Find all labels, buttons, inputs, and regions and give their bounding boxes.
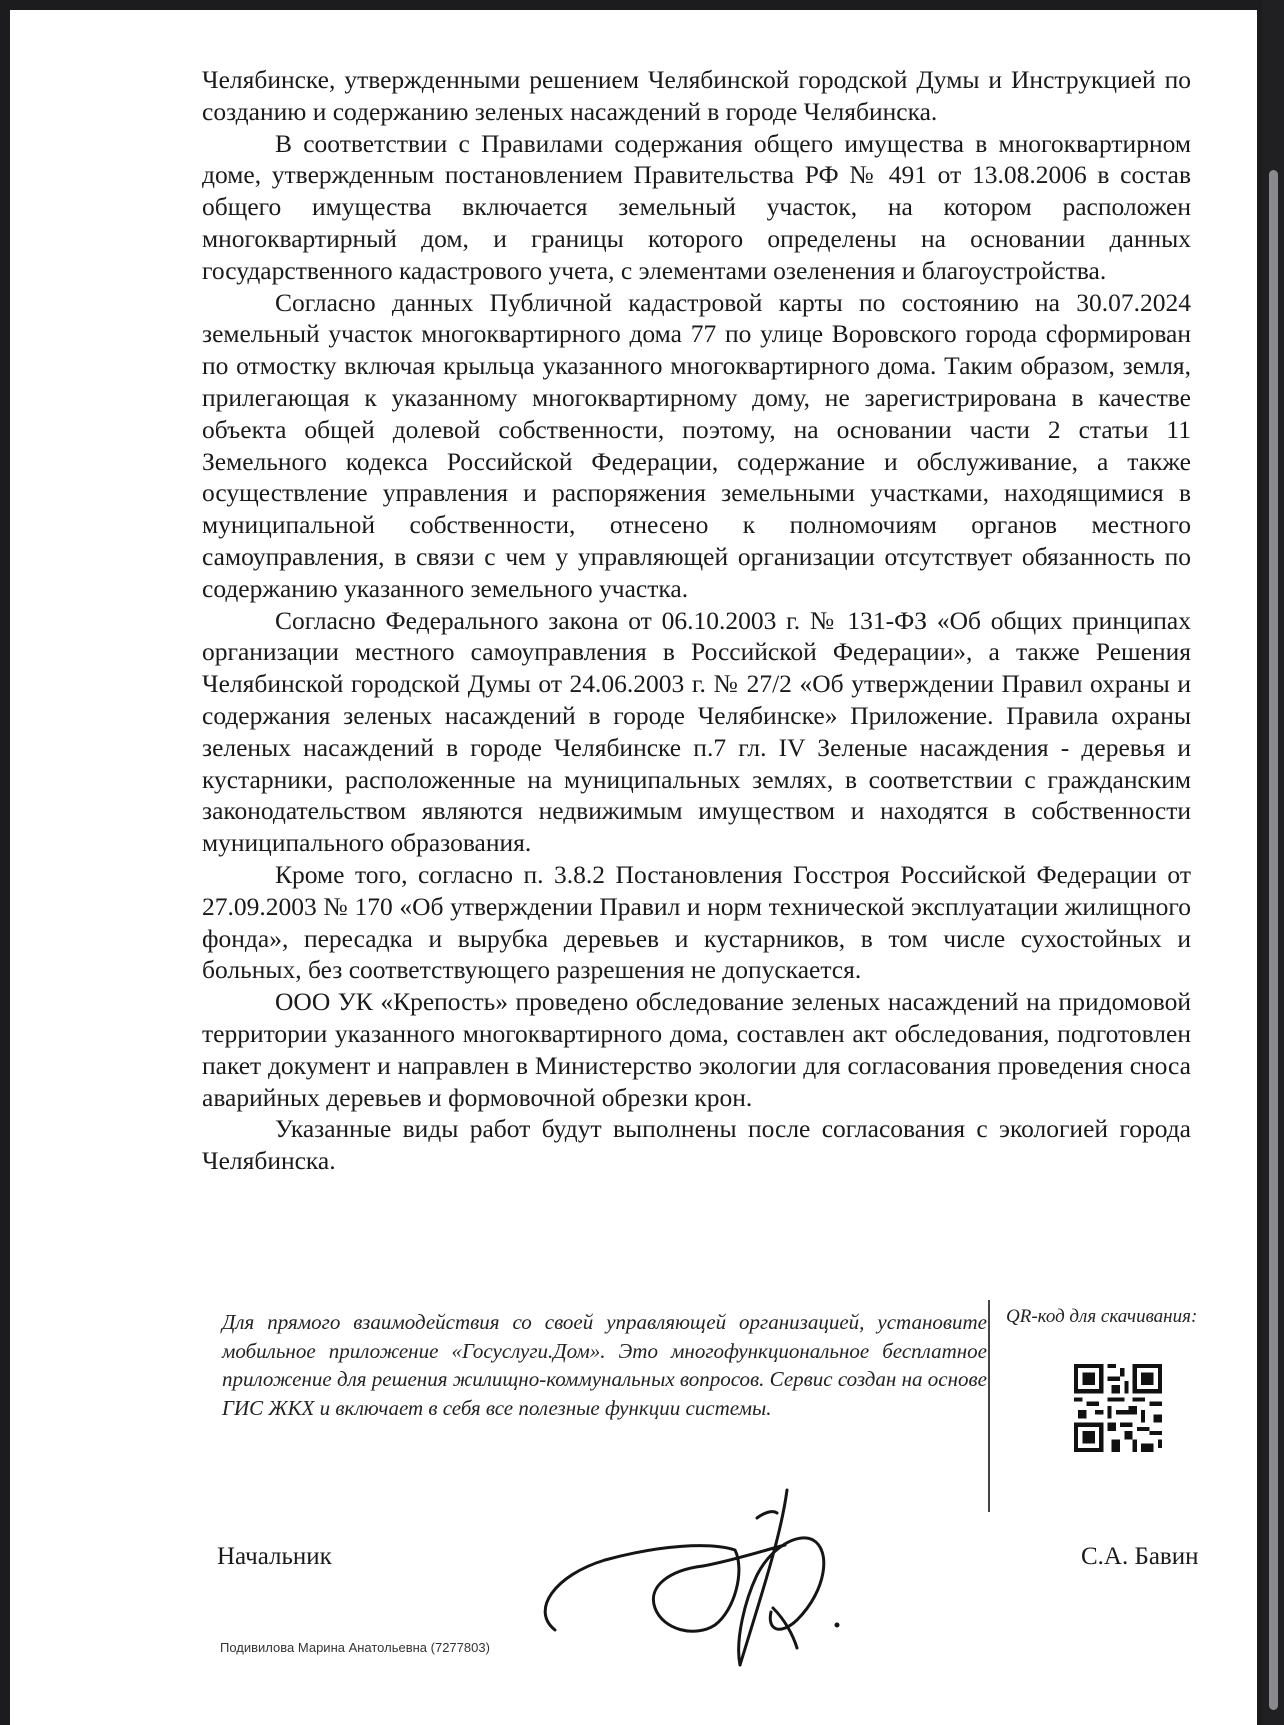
- executor-info: Подивилова Марина Анатольевна (7277803): [220, 1640, 490, 1655]
- position-title: Начальник: [217, 1543, 332, 1570]
- signer-name: С.А. Бавин: [1081, 1543, 1199, 1570]
- paragraph-continuation: Челябинске, утвержденными решением Челябинской городской Думы и Инструкцией по созданию и содержанию зеленых насаждений в городе Челябинска.: [202, 65, 1191, 126]
- document-page: [10, 10, 1257, 1725]
- scrollbar-thumb[interactable]: [1269, 170, 1278, 1710]
- handwritten-signature: [535, 1480, 935, 1670]
- paragraph-survey: ООО УК «Крепость» проведено обследование зеленых насаждений на придомовой территории указанного многоквартирного дома, составлен акт обследования, подготовлен пакет документ и направлен в Министерство экологии для согласования проведения сноса аварийных деревьев и формовочной обрезки крон.: [202, 987, 1191, 1112]
- paragraph-cadastral-map: Согласно данных Публичной кадастровой карты по состоянию на 30.07.2024 земельный участок многоквартирного дома 77 по улице Воровского города сформирован по отмостку включая крыльца указанного многоквартирного дома. Таким образом, земля, прилегающая к указанному многоквартирному дому, не зарегистрирована в качестве объекта общей долевой собственности, поэтому, на основании части 2 статьи 11 Земельного кодекса Российской Федерации, содержание и обслуживание, а также осуществление управления и распоряжения земельными участками, находящимися в муниципальной собственности, отнесено к полномочиям органов местного самоуправления, в связи с чем у управляющей организации отсутствует обязанность по содержанию указанного земельного участка.: [202, 287, 1191, 603]
- qr-label: QR-код для скачивания:: [1006, 1306, 1198, 1327]
- gosuslugi-info-text: Для прямого взаимодействия со своей управляющей организацией, установите мобильное приложение «Госуслуги.Дом». Это многофункциональное бесплатное приложение для решения жилищно-коммунальных вопросов. Сервис создан на основе ГИС ЖКХ и включает в себя все полезные функции системы.: [222, 1310, 987, 1420]
- paragraph-common-property: В соответствии с Правилами содержания общего имущества в многоквартирном доме, утвержденным постановлением Правительства РФ № 491 от 13.08.2006 в состав общего имущества включается земельный участок, на котором расположен многоквартирный дом, и границы которого определены на основании данных государственного кадастрового учета, с элементами озеленения и благоустройства.: [202, 128, 1191, 285]
- letter-body: [202, 64, 1191, 1177]
- qr-code: [1074, 1364, 1162, 1452]
- paragraph-federal-law: Согласно Федерального закона от 06.10.2003 г. № 131-ФЗ «Об общих принципах организации местного самоуправления в Российской Федерации», а также Решения Челябинской городской Думы от 24.06.2003 г. № 27/2 «Об утверждении Правил охраны и содержания зеленых насаждений в городе Челябинске» Приложение. Правила охраны зеленых насаждений в городе Челябинске п.7 гл. IV Зеленые насаждения - деревья и кустарники, расположенные на муниципальных землях, в соответствии с гражданским законодательством являются недвижимым имуществом и находятся в собственности муниципального образования.: [202, 605, 1191, 858]
- info-divider: [988, 1300, 990, 1512]
- paragraph-gosstroy: Кроме того, согласно п. 3.8.2 Постановления Госстроя Российской Федерации от 27.09.2003 № 170 «Об утверждении Правил и норм технической эксплуатации жилищного фонда», пересадка и вырубка деревьев и кустарников, в том числе сухостойных и больных, без соответствующего разрешения не допускается.: [202, 859, 1191, 985]
- paragraph-conclusion: Указанные виды работ будут выполнены после согласования с экологией города Челябинска.: [202, 1114, 1191, 1176]
